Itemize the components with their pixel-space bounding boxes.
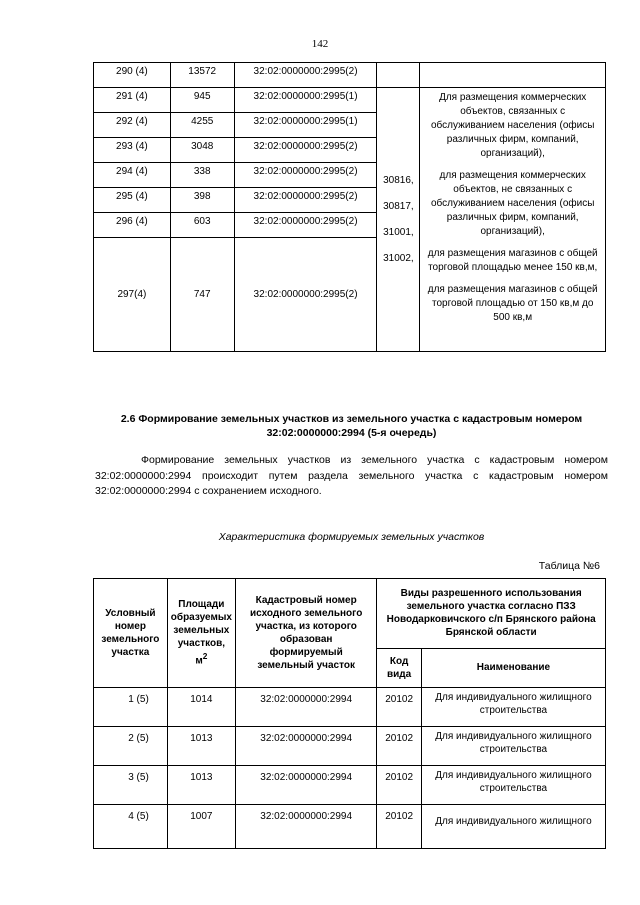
header-source: Кадастровый номер исходного земельного участка, из которого образован формируемый земельный участок: [235, 579, 376, 688]
cell-cadastral: 32:02:0000000:2994: [235, 805, 376, 849]
table-caption: Характеристика формируемых земельных участков: [218, 531, 485, 543]
cell-area: 1014: [167, 688, 235, 727]
cell-cadastral: 32:02:0000000:2995(2): [234, 138, 377, 163]
cell-area: 945: [170, 88, 234, 113]
cell-num: 290 (4): [94, 63, 171, 88]
description: для размещения коммерческих объектов, не связанных с обслуживанием населения (офисы различных фирм, компаний, организаций),: [431, 170, 595, 237]
header-code: Код вида: [377, 648, 421, 687]
header-row: [94, 579, 606, 649]
cell-num: 292 (4): [94, 113, 171, 138]
cell-num: 291 (4): [94, 88, 171, 113]
cell-num: 294 (4): [94, 163, 171, 188]
table-row: [94, 766, 606, 805]
page-number: 142: [311, 38, 329, 50]
cell-num: 3 (5): [94, 766, 168, 805]
section-title-line2: 32:02:0000000:2994 (5-я очередь): [266, 427, 437, 439]
top-table: [93, 62, 606, 352]
cell-cadastral: 32:02:0000000:2995(2): [234, 63, 377, 88]
cell-code: 20102: [377, 805, 421, 849]
codes-cell: [377, 88, 420, 352]
cell-num: 2 (5): [94, 727, 168, 766]
cell-code: 20102: [377, 727, 421, 766]
cell-area: 13572: [170, 63, 234, 88]
paragraph-text: Формирование земельных участков из земельного участка с кадастровым номером 32:02:0000000:2994 происходит путем раздела земельного участка с кадастровым номером 32:02:0000000:2994 с сохранением исходного.: [95, 454, 608, 497]
cell-area: 1007: [167, 805, 235, 849]
cell-name: Для индивидуального жилищного строительства: [421, 766, 605, 805]
cell-area: 1013: [167, 727, 235, 766]
cell-codes-empty: [377, 63, 420, 88]
description: для размещения магазинов с общей торговой площадью менее 150 кв,м,: [427, 248, 598, 273]
header-area: [167, 579, 235, 688]
header-num: Условный номер земельного участка: [94, 579, 168, 688]
cell-cadastral: 32:02:0000000:2995(2): [234, 213, 377, 238]
section-paragraph: [95, 453, 608, 500]
header-uses: Виды разрешенного использования земельного участка согласно ПЗЗ Новодарковичского с/п Брянского района Брянской области: [377, 579, 606, 649]
descriptions-cell: [420, 88, 606, 352]
cell-num: 297(4): [94, 238, 171, 352]
code-line: 30816,: [383, 174, 414, 186]
cell-area: 398: [170, 188, 234, 213]
description: Для размещения коммерческих объектов, связанных с обслуживанием населения (офисы различных фирм, компаний, организаций),: [431, 92, 595, 159]
section-title: [95, 412, 608, 440]
section-title-line1: 2.6 Формирование земельных участков из земельного участка с кадастровым номером: [120, 413, 583, 425]
code-line: 31001,: [383, 226, 414, 238]
cell-area: 603: [170, 213, 234, 238]
cell-area: 338: [170, 163, 234, 188]
cell-name: Для индивидуального жилищного строительства: [421, 688, 605, 727]
header-area-sup: 2: [202, 651, 208, 662]
table-row: [94, 805, 606, 849]
table-row: [94, 688, 606, 727]
cell-code: 20102: [377, 766, 421, 805]
table-6: [93, 578, 606, 849]
description: для размещения магазинов с общей торговой площадью от 150 кв,м до 500 кв,м: [427, 284, 598, 323]
table-row: [94, 88, 606, 113]
header-name: Наименование: [421, 648, 605, 687]
code-line: 30817,: [383, 200, 414, 212]
cell-num: 295 (4): [94, 188, 171, 213]
cell-cadastral: 32:02:0000000:2995(2): [234, 188, 377, 213]
cell-area: 4255: [170, 113, 234, 138]
cell-name: Для индивидуального жилищного строительства: [421, 727, 605, 766]
cell-num: 293 (4): [94, 138, 171, 163]
cell-code: 20102: [377, 688, 421, 727]
table-row: [94, 63, 606, 88]
cell-cadastral: 32:02:0000000:2995(1): [234, 113, 377, 138]
cell-cadastral: 32:02:0000000:2994: [235, 727, 376, 766]
cell-num: 296 (4): [94, 213, 171, 238]
header-area-text: Площади образуемых земельных участков, м: [170, 599, 232, 667]
cell-desc-empty: [420, 63, 606, 88]
cell-name: Для индивидуального жилищного: [421, 805, 605, 849]
cell-cadastral: 32:02:0000000:2995(2): [234, 163, 377, 188]
cell-cadastral: 32:02:0000000:2994: [235, 688, 376, 727]
table-row: [94, 727, 606, 766]
cell-cadastral: 32:02:0000000:2995(2): [234, 238, 377, 352]
cell-cadastral: 32:02:0000000:2995(1): [234, 88, 377, 113]
table-label: Таблица №6: [538, 560, 600, 572]
cell-area: 747: [170, 238, 234, 352]
cell-cadastral: 32:02:0000000:2994: [235, 766, 376, 805]
cell-num: 1 (5): [94, 688, 168, 727]
code-line: 31002,: [383, 252, 414, 264]
cell-num: 4 (5): [94, 805, 168, 849]
cell-area: 1013: [167, 766, 235, 805]
cell-area: 3048: [170, 138, 234, 163]
